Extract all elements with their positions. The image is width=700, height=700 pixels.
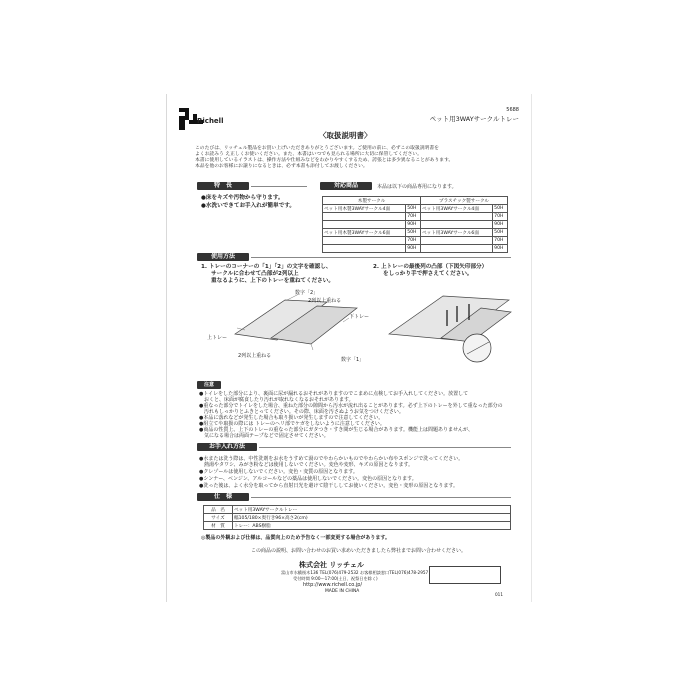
table-cell xyxy=(323,221,406,229)
step2-line: 2. 上トレーの最後列の凸部（下図矢印部分） xyxy=(373,264,488,270)
care-item: ●シンナー、ベンジン、アルコールなどの薬品は使用しないでください。変色の原因となります。 xyxy=(199,476,417,482)
care-item: 熱湯やタワシ、みがき粉などは使用しないでください。変色や変形、キズの原因となります。 xyxy=(199,462,414,468)
intro-line: 本書に使用しているイラストは、操作方法や仕組みなどをわかりやすくするため、誇張とは多少異なることがあります。 xyxy=(195,158,454,163)
table-row xyxy=(323,229,508,237)
table-cell: 90H xyxy=(406,245,421,253)
company-name: 株式会社 リッチェル xyxy=(299,561,364,569)
caution-item: ●組立てや取扱の際には トレーのヘリ部でケガをしないように注意してください。 xyxy=(199,421,385,427)
lot-stamp-box xyxy=(429,566,501,584)
spec-table xyxy=(203,505,511,530)
caution-item: ●重なった部分でトイレをした場合、重ねた部分の隙間から汚水が流れ出ることがあります。必ず上下のトレーを外して重なった部分の xyxy=(199,403,503,409)
caution-item: ●トイレをした部分により、裏面に尿が漏れるおそれがありますのでこまめに点検してお手入れしてください。放置して xyxy=(199,391,469,397)
product-code: 5688 xyxy=(506,107,519,113)
compat-heading: 対応商品 xyxy=(320,182,372,190)
spec-key: 品 名 xyxy=(204,506,233,514)
made-in: MADE IN CHINA xyxy=(325,589,360,594)
table-cell: 50H xyxy=(493,205,508,213)
care-item: ●水または洗う際は、中性洗剤をお水をうすめて湯のでやわらかいものでやわらかい布やスポンジで洗ってください。 xyxy=(199,456,464,462)
table-cell: ペット用3WAYサークル4面 xyxy=(421,205,493,213)
label-num1: 数字「1」 xyxy=(341,357,365,363)
col-plastic: プラスチック製サークル xyxy=(421,197,508,205)
step1-line: 重なるように、上下のトレーを重ねてください。 xyxy=(211,278,334,284)
table-cell: 90H xyxy=(493,245,508,253)
intro-line: このたびは、リッチェル製品をお買い上げいただきありがとうございます。ご使用の前に、必ずこの取扱説明書を xyxy=(195,146,439,151)
table-row xyxy=(204,514,511,522)
table-cell: 70H xyxy=(493,237,508,245)
caution-heading: 注意 xyxy=(197,381,221,389)
company-address: 富山市水橋桜木136 TEL(076)479-2532 お客様相談窓口TEL(076)478-2957 xyxy=(281,570,429,575)
label-num2: 数字「2」 xyxy=(295,290,319,296)
company-url: http://www.richell.co.jp/ xyxy=(303,582,363,588)
compat-note: 本品は以下の商品専用になります。 xyxy=(377,184,457,190)
table-cell xyxy=(323,213,406,221)
feature-item: ●床をキズや汚物から守ります。 xyxy=(201,195,284,201)
table-cell xyxy=(421,237,493,245)
spec-value: ペット用3WAYサークルトレー xyxy=(233,506,511,514)
spec-heading: 仕 様 xyxy=(197,493,249,501)
spec-value: 幅105/180×奥行き96×高さ2(cm) xyxy=(233,514,511,522)
intro-line: よくお読みう え正しくお使いください。また、本書はいつでも見られる場所に大切に保管してください。 xyxy=(195,152,422,157)
caution-item: ●商品の性質上、上下のトレーの重なった部分にガタつき・すき間が生じる場合があります。機能上は問題ありませんが、 xyxy=(199,427,473,433)
table-cell: 50H xyxy=(493,229,508,237)
table-cell: 90H xyxy=(493,221,508,229)
label-overlap-top: 2列以上重ねる xyxy=(308,298,342,304)
table-row xyxy=(204,522,511,530)
page-number: 011 xyxy=(495,592,503,597)
spec-rule xyxy=(251,497,511,498)
care-rule xyxy=(259,447,511,448)
spec-key: 材 質 xyxy=(204,522,233,530)
compat-table xyxy=(322,196,508,253)
caution-item: ●本品に落れなどが発生した場合も取り扱いが発生しますので注意してください。 xyxy=(199,415,384,421)
intro-line: 本品を他のお客様にお譲りになるときは、必ず本書も添付してお渡しください。 xyxy=(195,164,368,169)
caution-item: 気になる場合は両面テープなどで固定させてください。 xyxy=(199,433,329,439)
table-cell: ペット用木製3WAYサークル6面 xyxy=(323,229,406,237)
step2-line: をしっかり手で押さえてください。 xyxy=(383,271,473,277)
label-upper-tray: 上トレー xyxy=(207,335,228,341)
caution-item: 汚れもしっかりとふきとってください。その際、床面を汚さぬようお気をつけください。 xyxy=(199,409,404,415)
label-overlap-bottom: 2列以上重ねる xyxy=(238,353,272,359)
feature-item: ●水洗いできてお手入れが簡単です。 xyxy=(201,203,295,209)
table-cell xyxy=(323,237,406,245)
compat-table-header xyxy=(323,197,508,205)
spec-key: サイズ xyxy=(204,514,233,522)
table-row xyxy=(323,221,508,229)
table-cell xyxy=(421,213,493,221)
table-cell: ペット用3WAYサークル6面 xyxy=(421,229,493,237)
table-cell: 50H xyxy=(406,205,421,213)
usage-rule xyxy=(251,257,511,258)
table-cell xyxy=(421,221,493,229)
table-row xyxy=(323,213,508,221)
table-cell: ペット用木製3WAYサークル4面 xyxy=(323,205,406,213)
spec-value: トレー：ABS樹脂 xyxy=(233,522,511,530)
table-cell: 70H xyxy=(406,237,421,245)
usage-heading: 使用方法 xyxy=(197,253,249,261)
product-title: ペット用3WAYサークルトレー xyxy=(429,115,519,123)
care-item: ●クレゾールは使用しないでください。変色・変質の原因となります。 xyxy=(199,469,358,475)
table-cell: 70H xyxy=(406,213,421,221)
spec-note: ◎製品の外観および仕様は、品質向上のため予告なく一部変更する場合があります。 xyxy=(201,535,390,541)
table-row xyxy=(204,506,511,514)
table-row xyxy=(323,205,508,213)
instruction-sheet xyxy=(166,94,532,602)
doc-title: 〈取扱説明書〉 xyxy=(319,131,372,140)
care-item: ●洗った後は、よく水分を取ってから直射日光を避けて陰干ししてお使いください。変色・変形の原因となります。 xyxy=(199,483,458,489)
tray-press-figure xyxy=(385,290,513,374)
table-cell xyxy=(421,245,493,253)
company-hours: 受付時間 9:00〜17:00(土日、祝祭日を除く) xyxy=(293,576,378,581)
table-cell: 90H xyxy=(406,221,421,229)
features-heading: 特 長 xyxy=(197,182,249,190)
brand-name: Richell xyxy=(197,117,224,125)
table-row xyxy=(323,237,508,245)
table-cell xyxy=(323,245,406,253)
tray-overlap-figure xyxy=(225,292,359,372)
inquiry-text: この商品の説明、お問い合わせのお買い求めいただきましたら弊社までお問い合わせください。 xyxy=(251,548,467,554)
label-lower-tray: 下トレー xyxy=(349,314,370,320)
step1-line: 1. トレーのコーナーの「1」「2」の文字を確認し、 xyxy=(201,264,332,270)
caution-item: おくと、床面が腐食したり汚れが取れなくなるおそれがあります。 xyxy=(199,397,354,403)
care-heading: お手入れ方法 xyxy=(197,443,257,451)
table-cell: 50H xyxy=(406,229,421,237)
table-cell: 70H xyxy=(493,213,508,221)
features-rule xyxy=(251,186,307,187)
step1-line: サークルに合わせて凸部が2列以上 xyxy=(211,271,299,277)
col-wood: 木製サークル xyxy=(323,197,421,205)
table-row xyxy=(323,245,508,253)
